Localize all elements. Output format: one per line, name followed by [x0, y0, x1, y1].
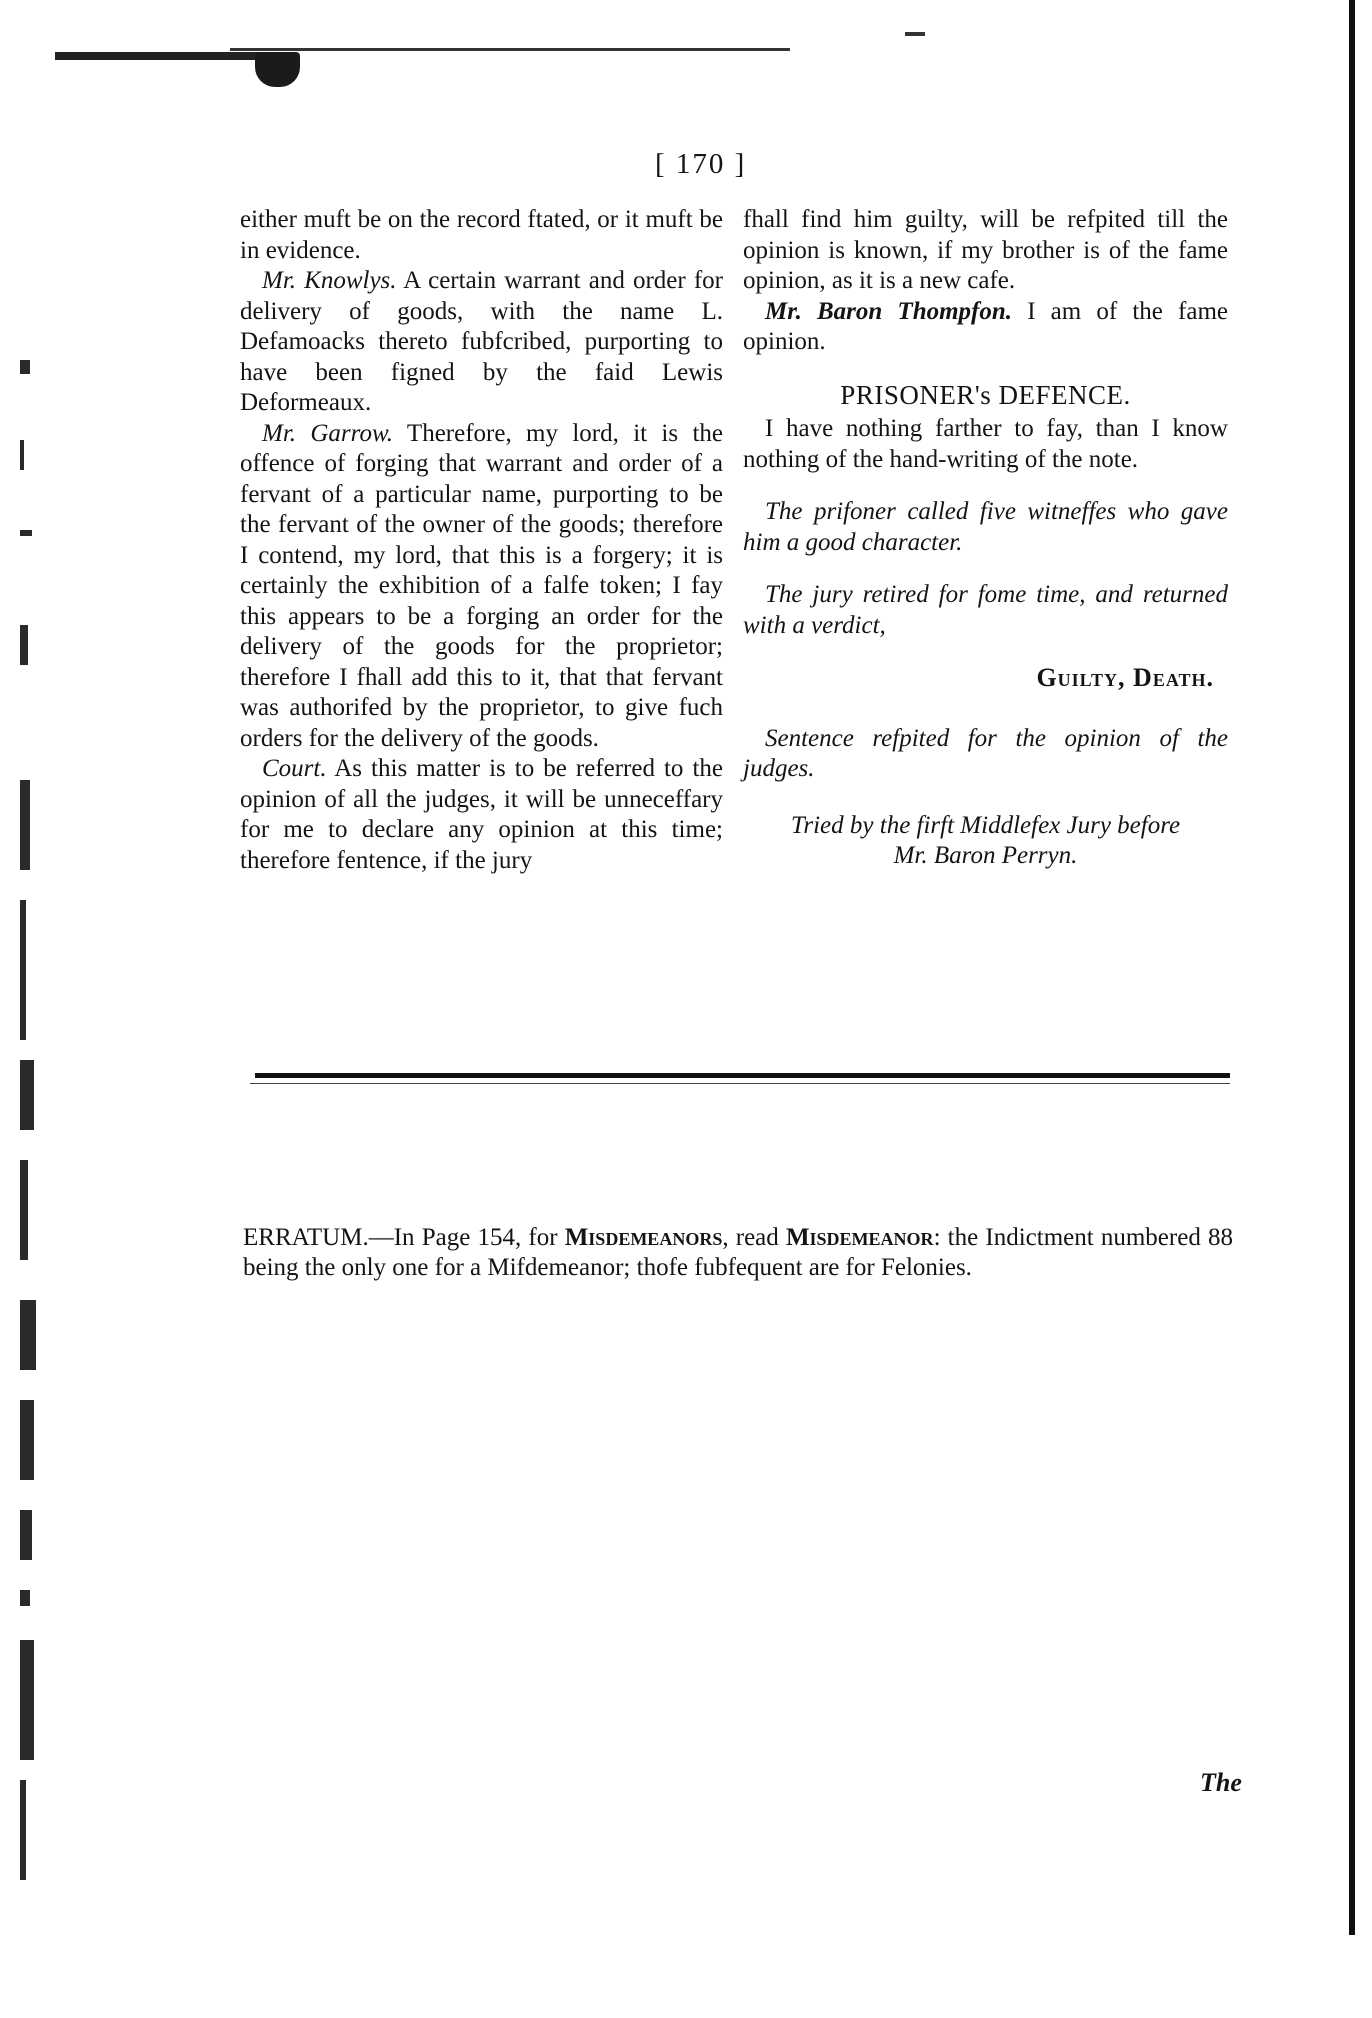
- paragraph-court: [240, 754, 723, 876]
- erratum-wrong-word: Misdemeanors: [564, 1224, 723, 1251]
- sentence-note: Sentence refpited for the opinion of the judges.: [743, 724, 1228, 782]
- speech-text: Therefore, my lord, it is the offence of forging that warrant and order of a fervant of a particular name, purporting to be the fervant of the owner of the goods; therefore I contend, my lord, that this is a forgery; it is certainly the exhibition of a falfe token; I fay this appears to be a forging an order for the delivery of the goods for the proprietor; therefore I fhall add this to it, that that fervant was authorifed by the proprietor, to give fuch orders for the delivery of the goods.: [240, 419, 723, 752]
- speaker-name: Mr. Garrow.: [262, 419, 394, 447]
- speech-text: I am of the fame opinion.: [743, 297, 1228, 355]
- speaker-name: Court.: [262, 755, 327, 782]
- tried-line-1: Tried by the firft Middlefex Jury before: [790, 811, 1181, 839]
- tried-line-2: Mr. Baron Perryn.: [893, 842, 1078, 869]
- scan-artifact-dash: [905, 32, 925, 36]
- scan-artifact-smudge: [255, 52, 300, 87]
- section-divider: [255, 1073, 1230, 1078]
- binding-margin-marks: [20, 360, 50, 1940]
- page-edge-rule: [1349, 0, 1355, 1935]
- speech-text: As this matter is to be referred to the opinion of all the judges, it will be unneceffary for me to declare any opinion at this time; therefore fentence, if the jury: [240, 755, 723, 874]
- left-column: [240, 205, 723, 876]
- erratum-lead: ERRATUM.—In Page 154, for: [243, 1224, 565, 1251]
- scan-artifact-line: [230, 48, 790, 51]
- speaker-name: Mr. Knowlys.: [262, 267, 397, 294]
- erratum-right-word: Misdemeanor: [785, 1224, 934, 1251]
- catchword: The: [1200, 1768, 1242, 1797]
- paragraph-continuation: fhall find him guilty, will be refpited till the opinion is known, if my brother is of the fame opinion, as it is a new cafe.: [743, 206, 1228, 294]
- page-number: [ 170 ]: [655, 148, 747, 180]
- speaker-name: Mr. Baron Thompfon.: [765, 297, 1013, 325]
- section-heading: PRISONER's DEFENCE.: [840, 379, 1131, 410]
- paragraph-defence: I have nothing farther to fay, than I know nothing of the hand-writing of the note.: [743, 415, 1228, 473]
- right-column: [743, 205, 1228, 872]
- erratum-mid: , read: [722, 1224, 786, 1251]
- note-jury: The jury retired for fome time, and returned with a verdict,: [743, 581, 1228, 639]
- verdict: Guilty, Death.: [1036, 663, 1214, 692]
- paragraph-continuation: either muft be on the record ftated, or it muft be in evidence.: [240, 206, 723, 264]
- erratum-rest: : the Indictment numbered 88 being the only one for a Mifdemeanor; thofe fubfequent are for Felonies.: [243, 1224, 1233, 1281]
- section-divider-thin: [250, 1083, 1230, 1084]
- erratum: [243, 1223, 1233, 1283]
- paragraph-garrow: [240, 419, 723, 755]
- speech-text: A certain warrant and order for delivery of goods, with the name L. Defamoacks thereto fubfcribed, purporting to have been figned by the faid Lewis Deformeaux.: [240, 267, 724, 416]
- note-witnesses: The prifoner called five witneffes who gave him a good character.: [743, 498, 1228, 556]
- paragraph-thompson: [743, 297, 1228, 358]
- paragraph-knowlys: [240, 266, 723, 419]
